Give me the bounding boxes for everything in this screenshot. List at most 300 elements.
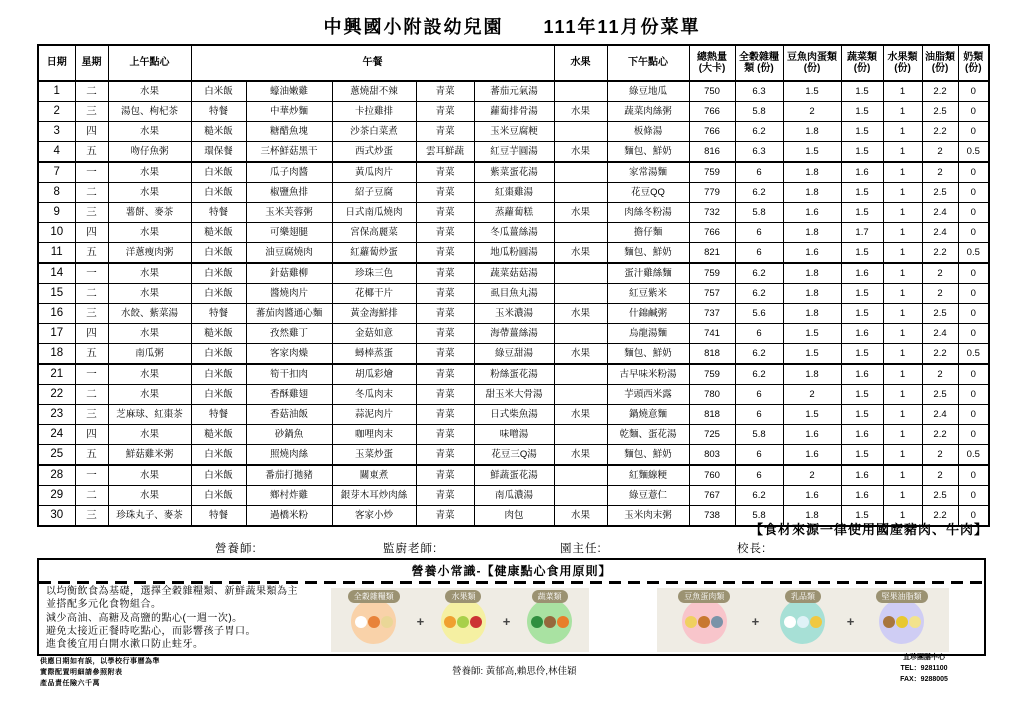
footer-disclaimer-lines xyxy=(40,656,160,690)
cell-date: 30 xyxy=(38,506,75,527)
page-title: 中興國小附設幼兒園 111年11月份菜單 xyxy=(323,17,701,37)
cell-date: 11 xyxy=(38,243,75,264)
cell-afternoon-snack: 麵包、鮮奶 xyxy=(607,445,689,466)
cell-soup: 綠豆甜湯 xyxy=(474,344,554,365)
cell-fruit: 水果 xyxy=(554,445,607,466)
cell-soup: 紅棗雞湯 xyxy=(474,183,554,203)
cell-dairy-servings: 0 xyxy=(958,183,989,203)
cell-weekday: 三 xyxy=(75,304,108,324)
food-group xyxy=(780,590,825,644)
cell-weekday: 五 xyxy=(75,142,108,163)
cell-soup: 甜玉米大骨湯 xyxy=(474,385,554,405)
cell-vegetable-servings: 1.6 xyxy=(841,486,883,506)
cell-calories: 803 xyxy=(689,445,735,466)
food-group-badge: 乳品類 xyxy=(785,590,821,603)
cell-afternoon-snack: 綠豆地瓜 xyxy=(607,81,689,102)
cell-vegetable: 雲耳鮮蔬 xyxy=(416,142,474,163)
cell-fruit-servings: 1 xyxy=(883,203,922,223)
cell-date: 22 xyxy=(38,385,75,405)
cell-protein-servings: 1.8 xyxy=(783,364,841,385)
cell-fruit: 水果 xyxy=(554,243,607,264)
cell-main-dish-2: 玉菜炒蛋 xyxy=(332,445,416,466)
cell-date: 14 xyxy=(38,263,75,284)
cell-soup: 蒸蘿蔔糕 xyxy=(474,203,554,223)
header-row xyxy=(38,45,989,81)
cell-fruit-servings: 1 xyxy=(883,81,922,102)
menu-row xyxy=(38,364,989,385)
cell-weekday: 二 xyxy=(75,183,108,203)
tips-text-block xyxy=(46,585,346,651)
food-group-badge: 豆魚蛋肉類 xyxy=(678,590,730,603)
tips-line: 進食後宜用白開水漱口防止蛀牙。 xyxy=(46,639,204,651)
cell-main-dish-2: 花椰干片 xyxy=(332,284,416,304)
cell-calories: 816 xyxy=(689,142,735,163)
cell-vegetable: 青菜 xyxy=(416,405,474,425)
cell-oil-servings: 2.2 xyxy=(922,344,958,365)
cell-rice-type: 白米飯 xyxy=(191,162,246,183)
cell-calories: 725 xyxy=(689,425,735,445)
cell-calories: 818 xyxy=(689,405,735,425)
cell-afternoon-snack: 板條湯 xyxy=(607,122,689,142)
cell-vegetable-servings: 1.5 xyxy=(841,102,883,122)
food-group-badge: 全穀雜糧類 xyxy=(348,590,400,603)
cell-oil-servings: 2 xyxy=(922,142,958,163)
cell-fruit-servings: 1 xyxy=(883,223,922,243)
cell-main-dish-2: 金菇如意 xyxy=(332,324,416,344)
cell-rice-type: 糙米飯 xyxy=(191,425,246,445)
cell-rice-type: 特餐 xyxy=(191,405,246,425)
cell-calories: 759 xyxy=(689,162,735,183)
cell-weekday: 四 xyxy=(75,425,108,445)
cell-main-dish-2: 客家小炒 xyxy=(332,506,416,527)
food-item-icon xyxy=(457,616,469,628)
cell-calories: 759 xyxy=(689,364,735,385)
cell-rice-type: 白米飯 xyxy=(191,445,246,466)
cell-afternoon-snack: 麵包、鮮奶 xyxy=(607,142,689,163)
header-dairy-servings: 奶類 (份) xyxy=(958,45,989,81)
cell-protein-servings: 1.5 xyxy=(783,142,841,163)
cell-vegetable: 青菜 xyxy=(416,445,474,466)
tips-line: 避免太接近正餐時吃點心，而影響孩子胃口。 xyxy=(46,625,256,637)
cell-vegetable: 青菜 xyxy=(416,465,474,486)
cell-vegetable: 青菜 xyxy=(416,385,474,405)
cell-dairy-servings: 0.5 xyxy=(958,445,989,466)
cell-date: 25 xyxy=(38,445,75,466)
food-item-icon xyxy=(355,616,367,628)
cell-morning-snack: 水果 xyxy=(108,364,191,385)
cell-afternoon-snack: 芋頭西米露 xyxy=(607,385,689,405)
cell-rice-type: 白米飯 xyxy=(191,465,246,486)
food-item-icon xyxy=(797,616,809,628)
cell-vegetable-servings: 1.5 xyxy=(841,304,883,324)
food-item-icon xyxy=(544,616,556,628)
cell-fruit: 水果 xyxy=(554,102,607,122)
food-item-icon xyxy=(557,616,569,628)
cell-protein-servings: 1.6 xyxy=(783,445,841,466)
cell-rice-type: 特餐 xyxy=(191,102,246,122)
cell-oil-servings: 2 xyxy=(922,364,958,385)
cell-fruit xyxy=(554,324,607,344)
cell-dairy-servings: 0.5 xyxy=(958,344,989,365)
food-group-panel-left xyxy=(331,588,589,652)
header-afternoon-snack: 下午點心 xyxy=(607,45,689,81)
header-grain-servings: 全穀雜糧類 (份) xyxy=(735,45,783,81)
footer-disclaimer-line: 供應日期如有誤，以學校行事曆為準 xyxy=(40,658,160,665)
food-item-icon xyxy=(883,616,895,628)
cell-fruit-servings: 1 xyxy=(883,465,922,486)
cell-vegetable-servings: 1.6 xyxy=(841,263,883,284)
cell-main-dish-2: 珍珠三色 xyxy=(332,263,416,284)
cell-grain-servings: 6.3 xyxy=(735,81,783,102)
cell-weekday: 五 xyxy=(75,243,108,264)
cell-morning-snack: 水餃、紫菜湯 xyxy=(108,304,191,324)
cell-fruit xyxy=(554,425,607,445)
cell-main-dish-2: 日式南瓜燒肉 xyxy=(332,203,416,223)
cell-fruit xyxy=(554,364,607,385)
cell-vegetable-servings: 1.7 xyxy=(841,223,883,243)
cell-soup: 肉包 xyxy=(474,506,554,527)
cell-dairy-servings: 0 xyxy=(958,162,989,183)
cell-afternoon-snack: 紅豆紫米 xyxy=(607,284,689,304)
cell-vegetable-servings: 1.5 xyxy=(841,385,883,405)
header-protein-servings: 豆魚肉蛋類 (份) xyxy=(783,45,841,81)
cell-vegetable-servings: 1.5 xyxy=(841,81,883,102)
food-group-illustration-icon xyxy=(682,599,727,644)
tips-line: 並搭配多元化食物組合。 xyxy=(46,599,162,611)
cell-grain-servings: 6.2 xyxy=(735,486,783,506)
cell-fruit-servings: 1 xyxy=(883,506,922,527)
cell-afternoon-snack: 擔仔麵 xyxy=(607,223,689,243)
menu-row xyxy=(38,223,989,243)
cell-fruit xyxy=(554,263,607,284)
footer-nutritionist-names: 營養師: 黃郁高,賴思伶,林佳穎 xyxy=(452,666,577,677)
cell-protein-servings: 1.5 xyxy=(783,324,841,344)
cell-protein-servings: 1.5 xyxy=(783,81,841,102)
cell-calories: 741 xyxy=(689,324,735,344)
cell-main-dish-1: 糖醋魚塊 xyxy=(246,122,332,142)
food-item-icon xyxy=(909,616,921,628)
cell-grain-servings: 6.2 xyxy=(735,263,783,284)
menu-row xyxy=(38,122,989,142)
cell-calories: 780 xyxy=(689,385,735,405)
cell-vegetable: 青菜 xyxy=(416,223,474,243)
cell-fruit xyxy=(554,162,607,183)
cell-main-dish-1: 椒鹽魚排 xyxy=(246,183,332,203)
menu-table xyxy=(37,44,990,527)
cell-morning-snack: 南瓜粥 xyxy=(108,344,191,365)
cell-vegetable: 青菜 xyxy=(416,162,474,183)
cell-afternoon-snack: 烏龍湯麵 xyxy=(607,324,689,344)
cell-calories: 732 xyxy=(689,203,735,223)
cell-rice-type: 白米飯 xyxy=(191,183,246,203)
cell-rice-type: 白米飯 xyxy=(191,486,246,506)
cell-afternoon-snack: 肉絲冬粉湯 xyxy=(607,203,689,223)
cell-weekday: 一 xyxy=(75,162,108,183)
cell-oil-servings: 2.2 xyxy=(922,122,958,142)
cell-main-dish-2: 冬瓜肉末 xyxy=(332,385,416,405)
cell-rice-type: 環保餐 xyxy=(191,142,246,163)
cell-vegetable-servings: 1.6 xyxy=(841,324,883,344)
cell-vegetable: 青菜 xyxy=(416,486,474,506)
cell-main-dish-1: 筍干扣肉 xyxy=(246,364,332,385)
cell-calories: 766 xyxy=(689,102,735,122)
cell-date: 1 xyxy=(38,81,75,102)
cell-protein-servings: 2 xyxy=(783,385,841,405)
cell-main-dish-1: 中華炒麵 xyxy=(246,102,332,122)
cell-weekday: 一 xyxy=(75,263,108,284)
cell-vegetable-servings: 1.6 xyxy=(841,364,883,385)
cell-protein-servings: 2 xyxy=(783,465,841,486)
cell-afternoon-snack: 古早味米粉湯 xyxy=(607,364,689,385)
cell-weekday: 一 xyxy=(75,465,108,486)
cell-weekday: 五 xyxy=(75,445,108,466)
cell-rice-type: 白米飯 xyxy=(191,243,246,264)
cell-oil-servings: 2.2 xyxy=(922,243,958,264)
menu-row xyxy=(38,102,989,122)
food-group-illustration-icon xyxy=(879,599,924,644)
cell-main-dish-2: 銀芽木耳炒肉絲 xyxy=(332,486,416,506)
cell-fruit-servings: 1 xyxy=(883,385,922,405)
cell-fruit xyxy=(554,284,607,304)
cell-vegetable: 青菜 xyxy=(416,324,474,344)
cell-oil-servings: 2.4 xyxy=(922,223,958,243)
cell-vegetable-servings: 1.5 xyxy=(841,445,883,466)
cell-morning-snack: 吻仔魚粥 xyxy=(108,142,191,163)
cell-fruit-servings: 1 xyxy=(883,284,922,304)
cell-main-dish-2: 宮保高麗菜 xyxy=(332,223,416,243)
cell-calories: 757 xyxy=(689,284,735,304)
cell-date: 18 xyxy=(38,344,75,365)
cell-date: 29 xyxy=(38,486,75,506)
cell-protein-servings: 1.6 xyxy=(783,486,841,506)
cell-vegetable: 青菜 xyxy=(416,183,474,203)
cell-date: 28 xyxy=(38,465,75,486)
footer-vendor-contact xyxy=(872,652,976,686)
vendor-name: "宜珍團膳中心" xyxy=(899,654,949,661)
food-group xyxy=(348,590,400,644)
cell-calories: 767 xyxy=(689,486,735,506)
cell-oil-servings: 2.5 xyxy=(922,304,958,324)
cell-protein-servings: 1.5 xyxy=(783,405,841,425)
cell-rice-type: 糙米飯 xyxy=(191,122,246,142)
food-item-icon xyxy=(698,616,710,628)
signature-kitchen-supervisor: 監廚老師: xyxy=(383,543,438,555)
cell-main-dish-1: 孜然雞丁 xyxy=(246,324,332,344)
cell-dairy-servings: 0 xyxy=(958,263,989,284)
cell-oil-servings: 2 xyxy=(922,465,958,486)
cell-fruit: 水果 xyxy=(554,405,607,425)
menu-row xyxy=(38,405,989,425)
cell-rice-type: 白米飯 xyxy=(191,284,246,304)
cell-grain-servings: 6 xyxy=(735,465,783,486)
header-vegetable-servings: 蔬菜類 (份) xyxy=(841,45,883,81)
signature-director: 園主任: xyxy=(560,543,602,555)
cell-fruit: 水果 xyxy=(554,142,607,163)
cell-weekday: 四 xyxy=(75,122,108,142)
cell-vegetable-servings: 1.5 xyxy=(841,183,883,203)
food-group-badge: 水果類 xyxy=(445,590,481,603)
cell-grain-servings: 5.8 xyxy=(735,425,783,445)
cell-grain-servings: 6 xyxy=(735,445,783,466)
cell-vegetable: 青菜 xyxy=(416,102,474,122)
cell-weekday: 三 xyxy=(75,405,108,425)
header-calories: 總熱量 (大卡) xyxy=(689,45,735,81)
cell-dairy-servings: 0 xyxy=(958,486,989,506)
cell-fruit: 水果 xyxy=(554,203,607,223)
menu-row xyxy=(38,142,989,163)
menu-row xyxy=(38,81,989,102)
cell-vegetable: 青菜 xyxy=(416,425,474,445)
cell-vegetable: 青菜 xyxy=(416,243,474,264)
cell-main-dish-1: 三杯鮮菇黑干 xyxy=(246,142,332,163)
cell-grain-servings: 6.2 xyxy=(735,183,783,203)
cell-main-dish-2: 西式炒蛋 xyxy=(332,142,416,163)
cell-afternoon-snack: 蔬菜肉絲粥 xyxy=(607,102,689,122)
meat-source-note: 【食材來源一律使用國產豬肉、牛肉】 xyxy=(749,522,988,537)
header-morning-snack: 上午點心 xyxy=(108,45,191,81)
cell-calories: 818 xyxy=(689,344,735,365)
food-item-icon xyxy=(810,616,822,628)
cell-dairy-servings: 0 xyxy=(958,203,989,223)
cell-fruit xyxy=(554,223,607,243)
cell-protein-servings: 1.8 xyxy=(783,304,841,324)
cell-rice-type: 白米飯 xyxy=(191,344,246,365)
cell-morning-snack: 水果 xyxy=(108,425,191,445)
cell-rice-type: 特餐 xyxy=(191,203,246,223)
tips-line: 以均衡飲食為基礎，選擇全穀雜糧類、新鮮蔬果類為主 xyxy=(46,586,298,597)
cell-soup: 冬瓜薑絲湯 xyxy=(474,223,554,243)
cell-grain-servings: 6 xyxy=(735,223,783,243)
cell-protein-servings: 1.8 xyxy=(783,263,841,284)
cell-main-dish-2: 蒜泥肉片 xyxy=(332,405,416,425)
food-item-icon xyxy=(381,616,393,628)
cell-soup: 地瓜粉圓湯 xyxy=(474,243,554,264)
cell-date: 10 xyxy=(38,223,75,243)
cell-oil-servings: 2.4 xyxy=(922,203,958,223)
menu-row xyxy=(38,385,989,405)
cell-dairy-servings: 0 xyxy=(958,425,989,445)
cell-rice-type: 糙米飯 xyxy=(191,324,246,344)
cell-vegetable: 青菜 xyxy=(416,263,474,284)
cell-fruit-servings: 1 xyxy=(883,425,922,445)
food-group-illustration-icon xyxy=(441,599,486,644)
cell-main-dish-1: 香酥雞翅 xyxy=(246,385,332,405)
cell-main-dish-1: 玉米芙蓉粥 xyxy=(246,203,332,223)
cell-main-dish-2: 關東煮 xyxy=(332,465,416,486)
cell-oil-servings: 2.5 xyxy=(922,486,958,506)
cell-calories: 779 xyxy=(689,183,735,203)
cell-grain-servings: 5.8 xyxy=(735,102,783,122)
cell-dairy-servings: 0.5 xyxy=(958,142,989,163)
cell-fruit-servings: 1 xyxy=(883,183,922,203)
cell-soup: 花豆三Q湯 xyxy=(474,445,554,466)
menu-row xyxy=(38,304,989,324)
cell-morning-snack: 水果 xyxy=(108,486,191,506)
cell-oil-servings: 2.5 xyxy=(922,102,958,122)
cell-date: 7 xyxy=(38,162,75,183)
cell-protein-servings: 1.8 xyxy=(783,223,841,243)
cell-main-dish-2: 紹子豆腐 xyxy=(332,183,416,203)
cell-vegetable: 青菜 xyxy=(416,304,474,324)
cell-main-dish-1: 針菇雞柳 xyxy=(246,263,332,284)
food-group xyxy=(678,590,730,644)
menu-row xyxy=(38,243,989,264)
cell-fruit-servings: 1 xyxy=(883,263,922,284)
food-item-icon xyxy=(531,616,543,628)
menu-row xyxy=(38,284,989,304)
cell-morning-snack: 芝麻球、紅棗茶 xyxy=(108,405,191,425)
cell-date: 17 xyxy=(38,324,75,344)
cell-vegetable-servings: 1.6 xyxy=(841,465,883,486)
plus-sign: + xyxy=(416,614,425,629)
cell-afternoon-snack: 鍋燒意麵 xyxy=(607,405,689,425)
cell-vegetable-servings: 1.6 xyxy=(841,425,883,445)
cell-morning-snack: 鮮菇雞米粥 xyxy=(108,445,191,466)
header-fruit-servings: 水果類 (份) xyxy=(883,45,922,81)
cell-main-dish-1: 醬燒肉片 xyxy=(246,284,332,304)
cell-afternoon-snack: 綠豆薏仁 xyxy=(607,486,689,506)
food-group-illustration-icon xyxy=(780,599,825,644)
cell-calories: 759 xyxy=(689,263,735,284)
menu-row xyxy=(38,344,989,365)
cell-morning-snack: 水果 xyxy=(108,263,191,284)
tips-line: 減少高油、高糖及高鹽的點心(一週一次)。 xyxy=(46,612,243,624)
cell-vegetable: 青菜 xyxy=(416,344,474,365)
cell-protein-servings: 1.8 xyxy=(783,162,841,183)
cell-main-dish-1: 番茄打拋豬 xyxy=(246,465,332,486)
signature-principal: 校長: xyxy=(737,543,767,555)
menu-row xyxy=(38,203,989,223)
cell-oil-servings: 2.5 xyxy=(922,183,958,203)
cell-grain-servings: 6.2 xyxy=(735,344,783,365)
cell-fruit xyxy=(554,81,607,102)
cell-fruit-servings: 1 xyxy=(883,364,922,385)
menu-row xyxy=(38,486,989,506)
cell-oil-servings: 2 xyxy=(922,263,958,284)
cell-dairy-servings: 0 xyxy=(958,364,989,385)
cell-grain-servings: 5.8 xyxy=(735,203,783,223)
cell-rice-type: 白米飯 xyxy=(191,385,246,405)
cell-rice-type: 糙米飯 xyxy=(191,223,246,243)
cell-afternoon-snack: 乾麵、蛋花湯 xyxy=(607,425,689,445)
cell-fruit-servings: 1 xyxy=(883,304,922,324)
cell-date: 9 xyxy=(38,203,75,223)
cell-soup: 虱目魚丸湯 xyxy=(474,284,554,304)
cell-soup: 海帶薑絲湯 xyxy=(474,324,554,344)
cell-fruit: 水果 xyxy=(554,304,607,324)
cell-morning-snack: 水果 xyxy=(108,81,191,102)
cell-vegetable: 青菜 xyxy=(416,506,474,527)
cell-main-dish-1: 鄉村炸雞 xyxy=(246,486,332,506)
cell-fruit: 水果 xyxy=(554,344,607,365)
cell-vegetable-servings: 1.5 xyxy=(841,344,883,365)
cell-main-dish-1: 過橋米粉 xyxy=(246,506,332,527)
cell-protein-servings: 1.6 xyxy=(783,425,841,445)
cell-date: 23 xyxy=(38,405,75,425)
header-lunch: 午餐 xyxy=(191,45,554,81)
cell-soup: 紫菜蛋花湯 xyxy=(474,162,554,183)
cell-date: 21 xyxy=(38,364,75,385)
cell-date: 15 xyxy=(38,284,75,304)
cell-main-dish-1: 客家肉燥 xyxy=(246,344,332,365)
header-date: 日期 xyxy=(38,45,75,81)
cell-protein-servings: 1.6 xyxy=(783,243,841,264)
cell-vegetable-servings: 1.6 xyxy=(841,162,883,183)
cell-morning-snack: 水果 xyxy=(108,324,191,344)
cell-soup: 蔬菜菇菇湯 xyxy=(474,263,554,284)
cell-soup: 日式柴魚湯 xyxy=(474,405,554,425)
cell-grain-servings: 6 xyxy=(735,162,783,183)
